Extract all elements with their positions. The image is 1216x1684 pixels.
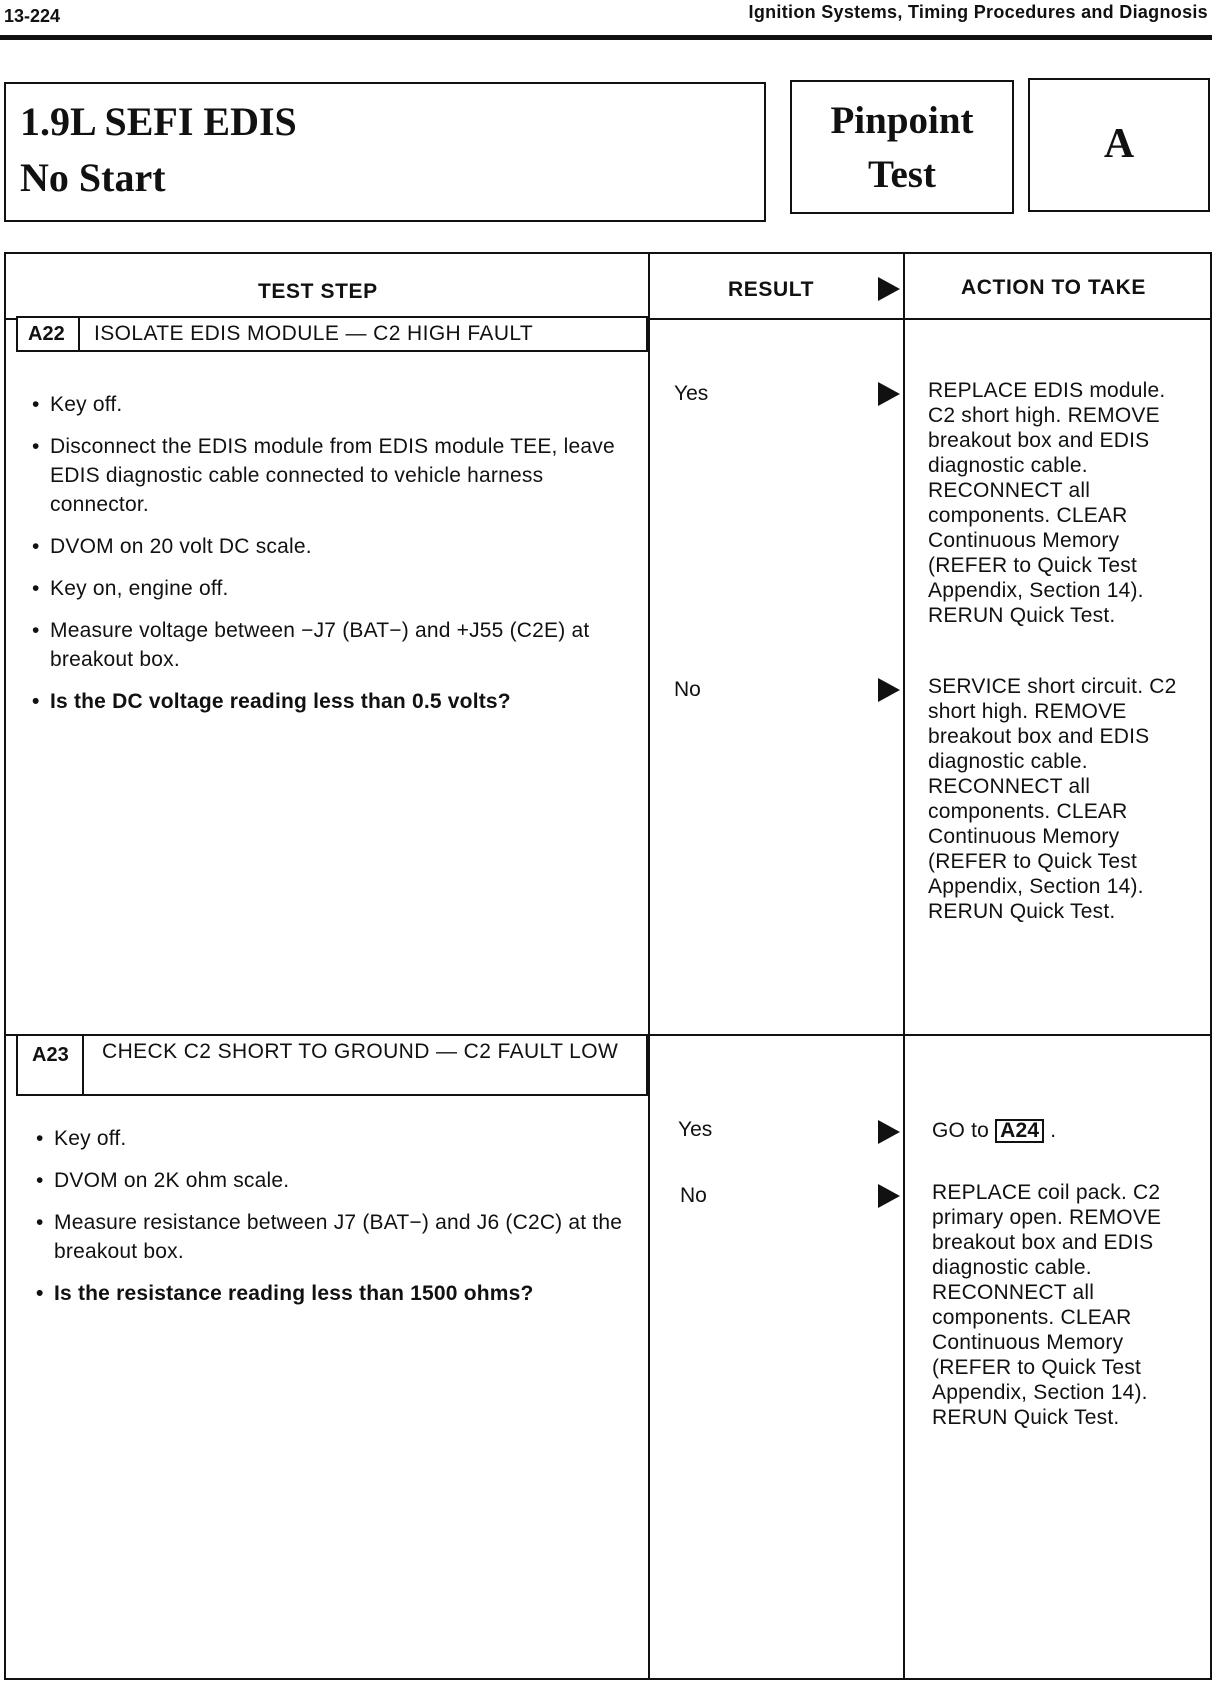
result-arrow-icon	[878, 678, 900, 702]
step-a23-bullet: • Key off.	[36, 1124, 636, 1153]
column-divider-action	[903, 254, 905, 1678]
step-a22-bullet: • Key off.	[32, 390, 632, 419]
page-number: 13-224	[4, 6, 61, 26]
column-divider-result	[648, 254, 650, 1678]
result-arrow-icon	[878, 1184, 900, 1208]
header-result: RESULT	[728, 278, 815, 301]
step-a22-action-no: SERVICE short circuit. C2 short high. REMOVE breakout box and EDIS diagnostic cable. RECONNECT all components. CLEAR Continuous Memory (REFER to Quick Test Appendix, Section 14). RERUN Quick Test.	[928, 675, 1177, 923]
step-a23-action-yes	[932, 1118, 1202, 1143]
step-a22-id: A22	[28, 323, 65, 345]
step-a22-question: • Is the DC voltage reading less than 0.5 volts?	[32, 687, 632, 716]
step-a22-bullet: • Measure voltage between −J7 (BAT−) and +J55 (C2E) at breakout box.	[32, 616, 632, 674]
step-a22-bullet: • Key on, engine off.	[32, 574, 632, 603]
step-a23-bullet: • DVOM on 2K ohm scale.	[36, 1166, 636, 1195]
step-a22-header	[16, 316, 648, 352]
step-a23-result-yes: Yes	[678, 1118, 713, 1141]
page-header	[0, 0, 1216, 44]
header-action: ACTION TO TAKE	[961, 276, 1146, 299]
step-a23-bullet: • Measure resistance between J7 (BAT−) and J6 (C2C) at the breakout box.	[36, 1208, 636, 1266]
result-arrow-icon	[878, 382, 900, 406]
title-box	[4, 82, 766, 222]
step-a22-title: ISOLATE EDIS MODULE — C2 HIGH FAULT	[94, 322, 534, 345]
goto-prefix: GO to	[932, 1119, 990, 1142]
step-a23-id: A23	[32, 1044, 69, 1066]
pinpoint-line-2: Test	[868, 153, 936, 196]
goto-suffix: .	[1050, 1119, 1057, 1142]
section-title: Ignition Systems, Timing Procedures and Diagnosis	[748, 2, 1208, 22]
step-a23-action-no: REPLACE coil pack. C2 primary open. REMOVE breakout box and EDIS diagnostic cable. RECONNECT all components. CLEAR Continuous Memory (REFER to Quick Test Appendix, Section 14). RERUN Quick Test.	[932, 1181, 1162, 1429]
header-arrow-icon	[878, 277, 900, 301]
step-a23-question: • Is the resistance reading less than 1500 ohms?	[36, 1279, 636, 1308]
header-rule	[0, 35, 1212, 40]
step-a22-result-no: No	[674, 678, 701, 701]
test-letter: A	[1103, 121, 1135, 167]
step-a22-action-yes: REPLACE EDIS module. C2 short high. REMOVE breakout box and EDIS diagnostic cable. RECONNECT all components. CLEAR Continuous Memory (REFER to Quick Test Appendix, Section 14). RERUN Quick Test.	[928, 379, 1166, 627]
step-a22-bullet: • DVOM on 20 volt DC scale.	[32, 532, 632, 561]
test-letter-box	[1028, 78, 1210, 212]
step-a23-title: CHECK C2 SHORT TO GROUND — C2 FAULT LOW	[102, 1040, 619, 1063]
title-line-2: No Start	[20, 155, 166, 200]
step-a23-header	[16, 1034, 648, 1096]
test-table	[4, 252, 1212, 1680]
goto-a24-link[interactable]: A24	[995, 1119, 1044, 1143]
result-arrow-icon	[878, 1120, 900, 1144]
pinpoint-line-1: Pinpoint	[830, 99, 974, 142]
step-a23-result-no: No	[680, 1184, 707, 1207]
pinpoint-box	[790, 80, 1014, 214]
title-line-1: 1.9L SEFI EDIS	[20, 99, 297, 144]
step-a22-result-yes: Yes	[674, 382, 709, 405]
step-a22-instructions	[32, 390, 632, 729]
step-a23-instructions	[36, 1124, 636, 1321]
header-test-step: TEST STEP	[258, 280, 378, 303]
step-a22-bullet: • Disconnect the EDIS module from EDIS module TEE, leave EDIS diagnostic cable connected to vehicle harness connector.	[32, 432, 632, 519]
